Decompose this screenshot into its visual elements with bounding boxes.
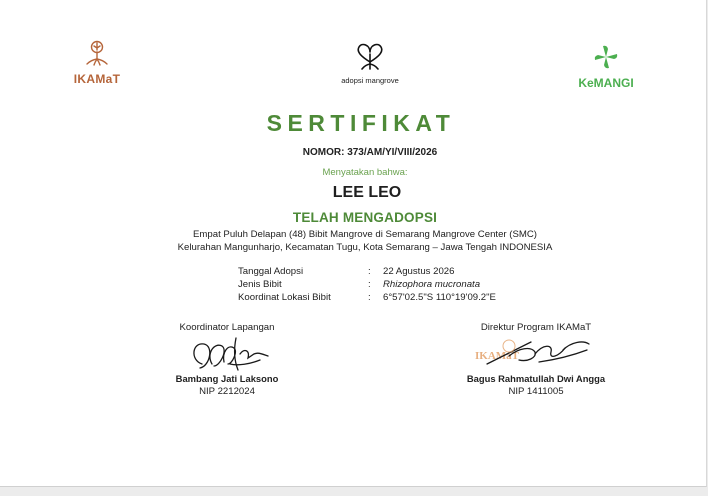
detail-separator: : [368,266,371,277]
signer-name: Bagus Rahmatullah Dwi Angga [466,373,606,384]
signer-nip: NIP 1411005 [508,386,564,397]
certificate-number: NOMOR: 373/AM/YI/VIII/2026 [302,147,438,158]
detail-row-coordinates [238,292,578,305]
detail-separator: : [368,292,371,303]
adopsi-mangrove-logo [318,40,422,85]
handwritten-signature-right [479,332,599,372]
detail-label: Jenis Bibit [238,279,282,290]
detail-label: Koordinat Lokasi Bibit [238,292,331,303]
signer-nip: NIP 2212024 [199,386,255,397]
tree-roots-icon [79,38,115,66]
kemangi-logo [570,44,642,90]
detail-value: 6°57'02.5"S 110°19'09.2"E [383,292,496,303]
signer-role: Direktur Program IKAMaT [480,322,592,333]
ikamat-logo [60,38,134,86]
description-line-2: Kelurahan Mangunharjo, Kecamatan Tugu, Kota Semarang – Jawa Tengah INDONESIA [177,242,553,253]
signer-role: Koordinator Lapangan [179,322,275,333]
detail-row-species [238,279,578,292]
heart-mangrove-icon [353,40,387,70]
recipient-name: LEE LEO [332,184,402,201]
ikamat-stamp: IKAMaT [475,350,519,362]
adoption-heading: TELAH MENGADOPSI [292,210,438,225]
detail-separator: : [368,279,371,290]
pinwheel-leaf-icon [592,44,620,70]
ikamat-logo-text: IKAMaT [73,72,121,86]
detail-value: Rhizophora mucronata [383,279,481,290]
signer-name: Bambang Jati Laksono [175,373,279,384]
detail-label: Tanggal Adopsi [238,266,304,277]
detail-value: 22 Agustus 2026 [383,266,455,277]
detail-row-date [238,266,578,279]
kemangi-logo-text: KeMANGI [578,76,634,90]
handwritten-signature-left [184,334,274,374]
adopsi-mangrove-logo-text: adopsi mangrove [341,76,399,85]
adoption-details [238,266,578,305]
certificate-title: SERTIFIKAT [266,110,456,136]
description-line-1: Empat Puluh Delapan (48) Bibit Mangrove di Semarang Mangrove Center (SMC) [193,229,537,240]
declares-label: Menyatakan bahwa: [322,167,408,178]
